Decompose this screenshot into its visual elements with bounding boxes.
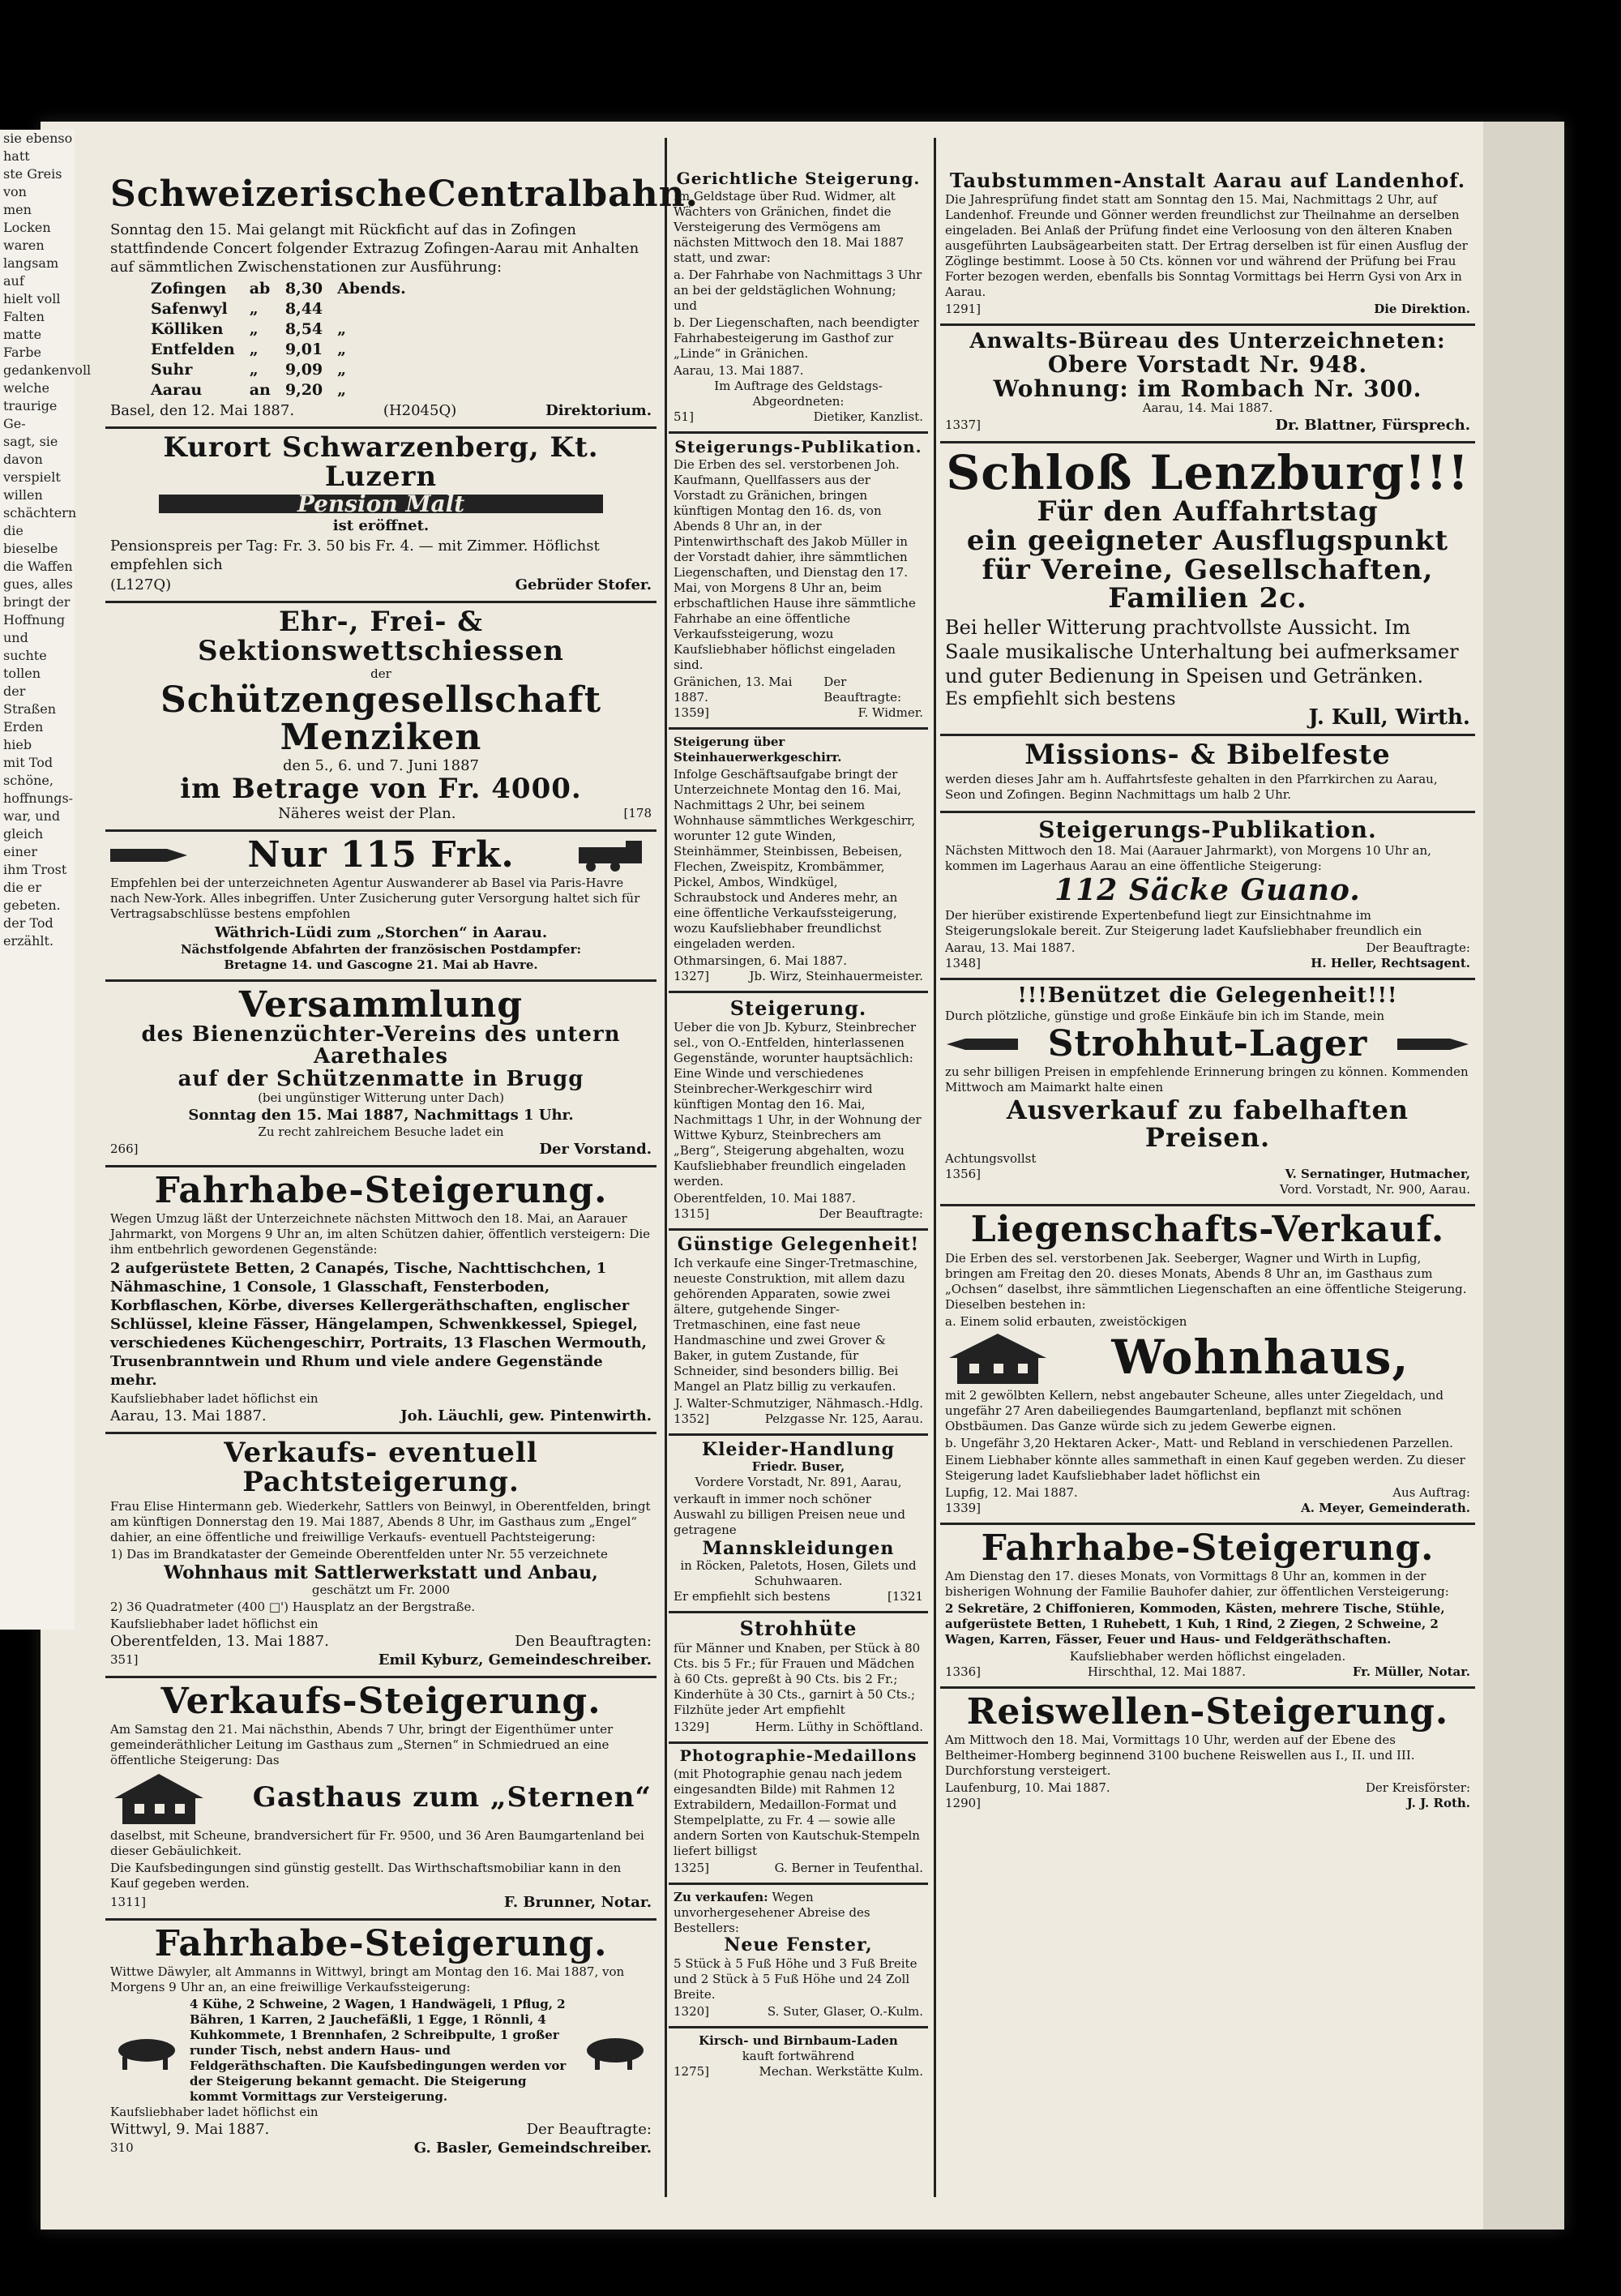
authority: Der Kreisförster: — [1365, 1780, 1470, 1796]
fahrhabe3-invite: Kaufsliebhaber werden höflichst eingeladen. — [1069, 1648, 1346, 1664]
kirsch-title: Kirsch- und Birnbaum-Laden — [699, 2033, 898, 2048]
versammlung-location: auf der Schützenmatte in Brugg — [177, 1066, 584, 1091]
signature: Jb. Wirz, Steinhauermeister. — [749, 969, 923, 983]
versammlung-title: Versammlung — [238, 984, 524, 1026]
liegen-house: Wohnhaus, — [1111, 1330, 1409, 1386]
ad-kurort — [105, 429, 657, 603]
ad-number: 1311] — [110, 1894, 147, 1909]
auswanderer-agent: Wäthrich-Lüdi zum „Storchen“ in Aarau. — [214, 924, 548, 941]
signature: J. Walter-Schmutziger, Nähmasch.-Hdlg. — [674, 1396, 923, 1411]
liegen-a: a. Einem solid erbauten, zweistöckigen — [945, 1313, 1187, 1329]
reiswellen-title: Reiswellen-Steigerung. — [966, 1690, 1449, 1733]
signature: Die Direktion. — [1374, 302, 1470, 317]
strip-line: gedankenvoll — [3, 362, 92, 378]
timetable-row: Aarau an 9,20 „ — [151, 381, 347, 399]
mission-text: werden dieses Jahr am h. Auffahrtsfeste gehalten in den Pfarrkirchen zu Aarau, Seon und Zofingen. Beginn Nachmittags um halb 2 Uhr. — [945, 771, 1438, 802]
medaillons-title: Photographie-Medaillons — [679, 1746, 917, 1765]
strip-line: davon — [3, 452, 43, 467]
strip-line: hoffnungs- — [3, 790, 74, 806]
ad-reiswellen — [940, 1689, 1475, 1818]
signature: J. J. Roth. — [1406, 1796, 1470, 1811]
signature: Joh. Läuchli, gew. Pintenwirth. — [400, 1407, 652, 1425]
ad-number: 1275] — [674, 2063, 710, 2079]
ad-steigerung-kyburz — [669, 993, 928, 1231]
signature: Fr. Müller, Notar. — [1352, 1664, 1470, 1679]
fahrhabe3-text: Am Dienstag den 17. dieses Monats, von Vormittags 8 Uhr an, kommen in der bisherigen Wohnung der Familie Bauhofer dahier, zur öffentlichen Versteigerung: — [945, 1568, 1449, 1599]
schloss-line1: Für den Auffahrtstag — [1037, 495, 1379, 529]
versammlung-invite: Zu recht zahlreichem Besuche ladet ein — [258, 1124, 504, 1140]
sternen-conditions: Die Kaufsbedingungen sind günstig gestellt. Das Wirthschaftsmobiliar kann in den Kauf gegeben werden. — [110, 1860, 622, 1891]
schloss-line3: für Vereine, Gesellschaften, — [982, 553, 1434, 586]
place-date: Gränichen, 13. Mai 1887. — [674, 675, 793, 705]
ad-number: 1325] — [674, 1860, 710, 1875]
house-icon — [110, 1770, 207, 1827]
signature: G. Basler, Gemeindschreiber. — [413, 2140, 652, 2157]
recommendation: Achtungsvollst — [945, 1151, 1037, 1167]
liegen-text: Die Erben des sel. verstorbenen Jak. Seeberger, Wagner und Wirth in Lupfig, bringen am Freitag den 20. dieses Monats, Abends 8 Uhr an, im Gasthaus zum „Ochsen“ daselbst, ihre sämmtlichen Liegenschaften an eine öffentliche Steigerung. Dieselben bestehen in: — [945, 1250, 1467, 1312]
strip-line: hielt voll Falten — [3, 291, 61, 324]
fahrhabe-text: Wegen Umzug läßt der Unterzeichnete nächsten Mittwoch den 18. Mai, an Aarauer Jahrmarkt, von Morgens 9 Uhr an, im alten Schützen dahier, öffentlich versteigern: Die ihm entbehrlich gewordenen Gegenstände: — [110, 1211, 651, 1257]
page-edge — [1483, 122, 1564, 2230]
signature: F. Brunner, Notar. — [503, 1893, 652, 1911]
ad-steigpub-graenichen — [669, 434, 928, 730]
pacht-invite: Kaufsliebhaber ladet höflichst ein — [110, 1616, 319, 1631]
pacht-house: Wohnhaus mit Sattlerwerkstatt und Anbau, — [164, 1561, 598, 1583]
signature: Der Vorstand. — [539, 1141, 652, 1159]
house-icon — [945, 1330, 1050, 1386]
signature: Dr. Blattner, Fürsprech. — [1275, 417, 1470, 435]
ad-number: 1290] — [945, 1796, 982, 1811]
opened-note: ist eröffnet. — [332, 517, 430, 535]
strip-line: men Locken waren — [3, 202, 51, 253]
signature: Mechan. Werkstätte Kulm. — [759, 2063, 923, 2079]
place-date: Basel, den 12. Mai 1887. — [110, 402, 295, 419]
strohhut-title: Strohhut-Lager — [1047, 1023, 1368, 1065]
ad-number: 1352] — [674, 1411, 710, 1427]
fenster-head: Zu verkaufen: — [674, 1889, 768, 1904]
gelegenheit-title: Günstige Gelegenheit! — [677, 1234, 920, 1256]
place-date: Lupfig, 12. Mai 1887. — [945, 1484, 1078, 1500]
signature: S. Suter, Glaser, O.-Kulm. — [767, 2003, 923, 2019]
gericht-title: Gerichtliche Steigerung. — [676, 169, 921, 188]
ad-pachtsteigerung — [105, 1434, 657, 1677]
ad-kirsch — [669, 2028, 928, 2086]
strip-line: gleich einer — [3, 826, 44, 859]
fahrhabe-items: 2 aufgerüstete Betten, 2 Canapés, Tische, Nachttischchen, 1 Nähmaschine, 1 Console, 1 Glasschaft, Fensterboden, Korbflaschen, Körbe, diverses Kellergeräthschaften, englischer Schlüssel, kleine Fässer, Hängelampen, Schwenkkessel, Spiegel, verschiedenes Küchengeschirr, Portraits, 13 Flaschen Wermouth, Trusenbranntwein und Rhum und viele andere Gegenstände mehr. — [110, 1260, 647, 1390]
centralbahn-intro: Sonntag den 15. Mai gelangt mit Rückficht auf das in Zofingen stattfindende Concert folgender Extrazug Zofingen-Aarau mit Anhalten auf sämmtlichen Zwischenstationen zur Ausführung: — [110, 221, 639, 276]
steig2-text: Ueber die von Jb. Kyburz, Steinbrecher sel., von O.-Entfelden, hinterlassenen Gegenstände, worunter hauptsächlich: Eine Winde und verschiedenes Steinbrecher-Werkgeschirr wird künftigen Montag den 16. Mai, Nachmittags 1 Uhr, in der Wohnung der Wittwe Kyburz, Steinbrechers am „Berg“, Steigerung abgehalten, wozu Kaufsliebhaber freundlich eingeladen werden. — [674, 1020, 922, 1189]
strip-line: schächtern — [3, 505, 77, 520]
column-middle — [669, 122, 928, 2197]
strip-line: traurige Ge- — [3, 398, 58, 431]
ad-strohhuete — [669, 1613, 928, 1743]
guano-text2: Der hierüber existirende Expertenbefund liegt zur Einsichtnahme im Steigerungslokale bereit. Zur Steigerung ladet Kaufsliebhaber freundlich ein — [945, 907, 1422, 938]
fahrhabe2-title: Fahrhabe-Steigerung. — [154, 1922, 608, 1964]
place-date: Wittwyl, 9. Mai 1887. — [110, 2121, 270, 2139]
strip-line: ihm Trost — [3, 862, 67, 877]
signature: Dietiker, Kanzlist. — [813, 409, 923, 424]
schloss-title: Schloß Lenzburg!!! — [946, 445, 1469, 501]
kurort-title: Kurort Schwarzenberg, Kt. Luzern — [163, 431, 599, 493]
timetable-row: Safenwyl „ 8,44 — [151, 300, 323, 318]
schiessen-der: der — [370, 666, 391, 681]
liegen-detail: mit 2 gewölbten Kellern, nebst angebauter Scheune, alles unter Ziegeldach, und ungefähr 27 Aren dabeiliegendes Baumgartenland, bepflanzt mit schönen Obstbäumen. Das Ganze würde sich zu jedem Gewerbe eignen. — [945, 1387, 1444, 1433]
authority: Den Beauftragten: — [515, 1632, 652, 1650]
place-date: Laufenburg, 10. Mai 1887. — [945, 1780, 1110, 1796]
place-date: Othmarsingen, 6. Mai 1887. — [674, 953, 848, 968]
ad-number: 1327] — [674, 969, 710, 983]
ad-number: 1329] — [674, 1719, 710, 1734]
anwalt-residence: Wohnung: im Rombach Nr. 300. — [993, 375, 1422, 402]
auswanderer-ships: Bretagne 14. und Gascogne 21. Mai ab Havre. — [224, 957, 538, 972]
ad-number: [178 — [623, 805, 652, 820]
signature: Emil Kyburz, Gemeindeschreiber. — [378, 1651, 652, 1668]
place-date: Aarau, 13. Mai 1887. — [110, 1407, 267, 1425]
versammlung-society: des Bienenzüchter-Vereins des untern Aarethales — [141, 1022, 621, 1069]
fenster-text: Wegen unvorhergesehener Abreise des Bestellers: — [674, 1889, 870, 1935]
signature: Herm. Lüthy in Schöftland. — [755, 1719, 923, 1734]
fenster-title: Neue Fenster, — [724, 1934, 873, 1955]
strip-line: erzählt. — [3, 933, 54, 949]
strip-line: war, und — [3, 808, 61, 824]
locomotive-icon — [571, 839, 652, 872]
kleider-name: Friedr. Buser, — [751, 1459, 845, 1475]
strip-line: der Straßen — [3, 683, 57, 717]
strohhut-text: Durch plötzliche, günstige und große Einkäufe bin ich im Stande, mein — [945, 1009, 1384, 1024]
strip-line: willen — [3, 487, 43, 503]
place-date: Oberentfelden, 10. Mai 1887. — [674, 1191, 856, 1206]
place-date: Aarau, 13. Mai 1887. — [674, 363, 804, 378]
pointing-hand-icon — [945, 1032, 1018, 1056]
ad-number: 1339] — [945, 1500, 982, 1515]
fahrhabe-invite: Kaufsliebhaber ladet höflichst ein — [110, 1391, 319, 1407]
strip-line: gebeten. — [3, 897, 61, 913]
ad-number: 1348] — [945, 955, 982, 970]
authority: Der Beauftragte: — [1366, 940, 1470, 955]
newspaper-page — [41, 122, 1564, 2230]
strip-line: schöne, — [3, 773, 53, 788]
strip-line: die bieselbe — [3, 523, 58, 556]
centralbahn-title-right: Centralbahn. — [427, 173, 699, 215]
ad-taubstummen — [940, 122, 1475, 326]
schloss-line2: ein geeigneter Ausflugspunkt — [966, 524, 1449, 557]
recommendation: Er empfiehlt sich bestens — [674, 1589, 831, 1604]
strip-line: gues, alles — [3, 576, 73, 592]
ad-number: 1336] — [945, 1664, 982, 1679]
ad-liegenschaft — [940, 1206, 1475, 1524]
strohhuete-text: für Männer und Knaben, per Stück à 80 Cts. bis 5 Fr.; für Frauen und Mädchen à 60 Cts. gepreßt à 90 Cts. bis 2 Fr.; Kinderhüte à 30 Cts., garnirt à 50 Cts.; Filzhüte jeder Art empfiehlt — [674, 1640, 921, 1717]
pacht-item-2: 2) 36 Quadratmeter (400 □') Hausplatz an der Bergstraße. — [110, 1599, 476, 1614]
authority: Im Auftrage des Geldstags-Abgeordneten: — [714, 379, 883, 409]
ad-versammlung — [105, 982, 657, 1167]
timetable — [143, 278, 414, 401]
authority: Der Beauftragte: — [819, 1206, 923, 1222]
column-rule — [665, 138, 667, 2197]
guano-text: Nächsten Mittwoch den 18. Mai (Aarauer Jahrmarkt), von Morgens 10 Uhr an, kommen im Lagerhaus Aarau an eine öffentliche Steigerung: — [945, 842, 1431, 873]
strohhut-head: !!!Benützet die Gelegenheit!!! — [1017, 983, 1398, 1008]
ad-fahrhabe-aarau — [105, 1167, 657, 1434]
ad-code: (H2045Q) — [383, 402, 457, 419]
strohhut-ausverkauf: Ausverkauf zu fabelhaften Preisen. — [1006, 1094, 1409, 1153]
anwalt-address: Obere Vorstadt Nr. 948. — [1047, 351, 1368, 379]
signature: G. Berner in Teufenthal. — [774, 1860, 923, 1875]
kurort-text: Pensionspreis per Tag: Fr. 3. 50 bis Fr. 4. — mit Zimmer. Höflichst empfehlen sich — [110, 538, 600, 574]
guano-title: Steigerungs-Publikation. — [1038, 816, 1377, 843]
auswanderer-price: Nur 115 Frk. — [247, 833, 515, 876]
ad-mission — [940, 736, 1475, 813]
signature: Direktorium. — [545, 402, 652, 419]
liegen-b: b. Ungefähr 3,20 Hektaren Acker-, Matt- und Rebland in verschiedenen Parzellen. — [945, 1435, 1453, 1450]
ad-gerichtliche — [669, 122, 928, 434]
timetable-row: Zofingen ab 8,30 Abends. — [151, 280, 406, 298]
strip-line: Erden — [3, 719, 44, 735]
medaillons-text: (mit Photographie genau nach jedem eingesandten Bilde) mit Rahmen 12 Extrabildern, Medaillon-Format und Stempelplatte, zu Fr. 4 — sowie alle andern Sorten von Kautschuk-Stempeln liefert billigst — [674, 1766, 920, 1858]
signature: Gebrüder Stofer. — [515, 576, 652, 594]
kleider-goods: Mannskleidungen — [702, 1538, 895, 1560]
pacht-title: Verkaufs- eventuell Pachtsteigerung. — [224, 1437, 538, 1498]
fahrhabe-title: Fahrhabe-Steigerung. — [154, 1170, 608, 1212]
versammlung-date: Sonntag den 15. Mai 1887, Nachmittags 1 Uhr. — [188, 1107, 574, 1124]
column-rule — [934, 138, 936, 2197]
ad-schiessen — [105, 603, 657, 831]
guano-headline: 112 Säcke Guano. — [1054, 872, 1361, 907]
schiessen-prize: im Betrage von Fr. 4000. — [180, 773, 582, 806]
signature: H. Heller, Rechtsagent. — [1311, 955, 1470, 970]
liegen-title: Liegenschafts-Verkauf. — [970, 1209, 1445, 1251]
signature: J. Kull, Wirth. — [1308, 705, 1470, 730]
strip-line: matte Farbe — [3, 327, 42, 360]
address: Vordere Vorstadt, Nr. 891, Aarau, — [695, 1475, 902, 1490]
fahrhabe2-invite: Kaufsliebhaber ladet höflichst ein — [110, 2105, 319, 2120]
strip-line: welche — [3, 380, 50, 396]
kleider-title: Kleider-Handlung — [701, 1439, 896, 1461]
fahrhabe3-items: 2 Sekretäre, 2 Chiffonieren, Kommoden, Kästen, mehrere Tische, Stühle, aufgerüstete Betten, 1 Ruhebett, 1 Kuh, 1 Rind, 2 Ziegen, 2 Schweine, 2 Wagen, Karren, Fässer, Feuer und Haus- und Feldgeräthschaften. — [945, 1600, 1445, 1647]
ad-code: (L127Q) — [110, 576, 172, 594]
ad-gelegenheit — [669, 1231, 928, 1436]
fenster-dims: 5 Stück à 5 Fuß Höhe und 3 Fuß Breite und 2 Stück à 5 Fuß Höhe und 24 Zoll Breite. — [674, 1955, 917, 2002]
ad-fenster — [669, 1885, 928, 2028]
ad-anwalt — [940, 326, 1475, 443]
gericht-a: a. Der Fahrhabe von Nachmittags 3 Uhr an bei der geldstäglichen Wohnung; und — [674, 268, 922, 313]
schiessen-society: Schützengesellschaft Menziken — [160, 679, 602, 758]
authority: Aus Auftrag: — [1392, 1484, 1470, 1500]
ad-fahrhabe-hirschthal — [940, 1525, 1475, 1689]
signature: A. Meyer, Gemeinderath. — [1301, 1500, 1470, 1515]
place-date: Oberentfelden, 13. Mai 1887. — [110, 1632, 329, 1650]
reiswellen-text: Am Mittwoch den 18. Mai, Vormittags 10 Uhr, werden auf der Ebene des Beltheimer-Homberg beginnend 3100 buchene Reiswellen aus I., II. und III. Durchforstung versteigert. — [945, 1733, 1415, 1779]
auswanderer-text: Empfehlen bei der unterzeichneten Agentur Auswanderer ab Basel via Paris-Havre nach New-York. Alles inbegriffen. Unter Zusicherung guter Versorgung haltet sich für Vertragsabschlüsse bestens empfohlen — [110, 876, 640, 921]
pacht-value: geschätzt um Fr. 2000 — [311, 1582, 451, 1597]
ad-number: 1315] — [674, 1206, 710, 1222]
strip-line: die er — [3, 880, 42, 895]
ad-number: 1291] — [945, 302, 982, 317]
kleider-text: verkauft in immer noch schöner Auswahl zu billigen Preisen neue und getragene — [674, 1492, 905, 1538]
strip-line: ste Greis von — [3, 166, 62, 199]
centralbahn-title-left: Schweizerische — [110, 173, 428, 215]
place-date: Aarau, 14. Mai 1887. — [1142, 401, 1273, 416]
column-right — [940, 122, 1475, 2197]
authority: Der Beauftragte: — [823, 675, 902, 705]
strip-line: sagt, sie — [3, 434, 58, 449]
pointing-hand-icon — [1397, 1032, 1470, 1056]
schiessen-title: Ehr-, Frei- & Sektionswettschiessen — [198, 606, 564, 668]
address: Vord. Vorstadt, Nr. 900, Aarau. — [1280, 1182, 1470, 1197]
signature: F. Widmer. — [858, 705, 923, 720]
versammlung-weather: (bei ungünstiger Witterung unter Dach) — [258, 1090, 504, 1106]
ad-guano — [940, 813, 1475, 980]
schiessen-more: Näheres weist der Plan. — [278, 804, 456, 822]
ad-schloss-lenzburg — [940, 443, 1475, 736]
auswanderer-next: Nächstfolgende Abfahrten der französischen Postdampfer: — [180, 942, 582, 957]
timetable-row: Suhr „ 9,09 „ — [151, 361, 347, 379]
ad-number: 310 — [110, 2140, 134, 2156]
ad-sternen — [105, 1678, 657, 1921]
ad-number: [1321 — [887, 1589, 923, 1604]
cow-icon — [110, 2031, 183, 2071]
steigpub1-title: Steigerungs-Publikation. — [674, 437, 922, 456]
strip-line: die Waffen — [3, 559, 73, 574]
strip-line: der Tod — [3, 915, 53, 931]
pacht-text: Frau Elise Hintermann geb. Wiederkehr, Sattlers von Beinwyl, in Oberentfelden, bringt am künftigen Donnerstag den 19. Mai 1887, Abends 8 Uhr, im Gasthaus zum „Engel“ dahier, an eine öffentliche und freiwillige Verkaufs- eventuell Pachtsteigerung: — [110, 1498, 651, 1544]
kirsch-text: kauft fortwährend — [742, 2048, 855, 2063]
previous-page-strip — [0, 130, 92, 1630]
taubstummen-title: Taubstummen-Anstalt Aarau auf Landenhof. — [949, 169, 1466, 192]
timetable-row: Entfelden „ 9,01 „ — [151, 341, 347, 358]
mission-title: Missions- & Bibelfeste — [1024, 738, 1391, 771]
strip-line: verspielt — [3, 469, 61, 485]
strip-line: sie ebenso hatt — [3, 131, 73, 164]
strip-line: langsam auf — [3, 255, 59, 289]
ad-number: 1337] — [945, 418, 982, 433]
fahrhabe2-text: Wittwe Däwyler, alt Ammanns in Wittwyl, bringt am Montag den 16. Mai 1887, von Morgens 9 Uhr an, an eine freiwillige Verkaufssteigerung: — [110, 1964, 625, 1995]
sternen-text: Am Samstag den 21. Mai nächsthin, Abends 7 Uhr, bringt der Eigenthümer unter gemeinderäthlicher Leitung im Gasthaus zum „Sternen“ in Schmiedrued an eine öffentliche Steigerung: Das — [110, 1721, 614, 1767]
liegen-text2: Einem Liebhaber könnte alles sammethaft in einen Kauf gegeben werden. Zu dieser Steigerung ladet Kaufsliebhaber ladet höflichst ein — [945, 1452, 1465, 1483]
signature: V. Sernatinger, Hutmacher, — [1285, 1167, 1470, 1182]
strohhut-text2: zu sehr billigen Preisen in empfehlende Erinnerung bringen zu können. Kommenden Mittwoch am Maimarkt halte einen — [945, 1064, 1469, 1095]
ad-medaillons — [669, 1744, 928, 1885]
pig-icon — [579, 2031, 652, 2071]
steinhauer-text: Infolge Geschäftsaufgabe bringt der Unterzeichnete Montag den 16. Mai, Nachmittags 2 Uhr, bei seinem Wohnhause sämmtliches Werkgeschirr, worunter 12 gute Winden, Steinhämmer, Steinbissen, Bebeisen, Flechen, Zweispitz, Krombämmer, Pickel, Ambos, Windkügel, Schraubstock und Anderes mehr, an eine öffentliche Verkaufssteigerung, wozu Kaufsliebhaber freundlichst eingeladen werden. — [674, 767, 916, 951]
strip-line: und suchte — [3, 630, 47, 663]
sternen-detail: daselbst, mit Scheune, brandversichert für Fr. 9500, und 36 Aren Baumgartenland bei dieser Gebäulichkeit. — [110, 1827, 644, 1858]
schloss-line4: Familien 2c. — [1108, 582, 1307, 615]
ad-number: 1356] — [945, 1167, 982, 1182]
strohhuete-title: Strohhüte — [739, 1617, 858, 1641]
steigpub1-text: Die Erben des sel. verstorbenen Joh. Kaufmann, Quellfassers aus der Vorstadt zu Gränichen, bringen künftigen Montag den 16. ds, von Abends 8 Uhr an, in der Pintenwirthschaft des Jakob Müller in der Vorstadt dahier, ihre sämmtlichen Liegenschaften, und Dienstag den 17. Mai, von Morgens 8 Uhr an, beim erbschaftlichen Hause ihre sämmtliche Fahrhabe an eine öffentliche Verkaufssteigerung, wozu Kaufsliebhaber höflichst eingeladen sind. — [674, 457, 916, 672]
taubstummen-text: Die Jahresprüfung findet statt am Sonntag den 15. Mai, Nachmittags 2 Uhr, auf Landenhof. Freunde und Gönner werden freundlichst zur Theilnahme an derselben eingeladen. Bei Anlaß der Prüfung findet eine Verloosung von den älteren Knaben ausgeführten Laubsägearbeiten statt. Der Ertrag derselben ist für einen Ausflug der Zöglinge bestimmt. Loose à 50 Cts. können vor und während der Prüfung bei Frau Forter bezogen werden, ebenfalls bis Sonntag Vormittags bei Herrn Gysi von Arx in Aarau. — [945, 192, 1468, 300]
place-date: Aarau, 13. Mai 1887. — [945, 940, 1076, 955]
place-date: Hirschthal, 12. Mai 1887. — [1087, 1664, 1247, 1679]
timetable-row: Kölliken „ 8,54 „ — [151, 320, 347, 338]
recommendation: Es empfiehlt sich bestens — [945, 688, 1176, 709]
fahrhabe3-title: Fahrhabe-Steigerung. — [981, 1527, 1435, 1569]
address: Pelzgasse Nr. 125, Aarau. — [764, 1411, 923, 1427]
pointing-hand-icon — [110, 841, 191, 870]
strip-line: tollen — [3, 666, 41, 681]
ad-number: 1320] — [674, 2003, 710, 2019]
steinhauer-title: Steigerung über Steinhauerwerkgeschirr. — [674, 735, 842, 765]
pension-name: Pension Malt — [159, 495, 603, 513]
anwalt-office: Anwalts-Büreau des Unterzeichneten: — [969, 329, 1446, 354]
strip-line: hieb — [3, 737, 32, 752]
ad-steinhauer — [669, 730, 928, 993]
strip-line: Hoffnung — [3, 612, 66, 628]
sternen-house: Gasthaus zum „Sternen“ — [252, 1780, 652, 1814]
steig2-title: Steigerung. — [729, 996, 867, 1020]
ad-number: 351] — [110, 1651, 139, 1667]
strip-line: bringt der — [3, 594, 71, 610]
gelegenheit-text: Ich verkaufe eine Singer-Tretmaschine, neueste Construktion, mit allem dazu gehörenden Apparaten, sowie zwei ältere, gutgehende Singer-Tretmaschinen, eine fast neue Handmaschine und zwei Grover & Baker, in gutem Zustande, für Schneider, sind besonders billig. Bei Mangel an Platz billig zu verkaufen. — [674, 1256, 918, 1394]
gericht-text: Im Geldstage über Rud. Widmer, alt Wächters von Gränichen, findet die Versteigerung des Vermögens am nächsten Mittwoch den 18. Mai 1887 statt, und zwar: — [674, 189, 905, 265]
fahrhabe2-items: 4 Kühe, 2 Schweine, 2 Wagen, 1 Handwägeli, 1 Pflug, 2 Bähren, 1 Karren, 2 Jauchefäßli, 1 Egge, 1 Rönnli, 4 Kuhkommete, 1 Brennhafen, 2 Schreibpulte, 1 großer runder Tisch, nebst andern Haus- und Feldgeräthschaften. Die Kaufsbedingungen werden vor der Steigerung bekannt gemacht. Die Steigerung kommt Vormittags zur Versteigerung. — [190, 1997, 567, 2105]
ad-kleiderhandlung — [669, 1436, 928, 1613]
authority: Der Beauftragte: — [526, 2121, 652, 2139]
schloss-text: Bei heller Witterung prachtvollste Aussicht. Im Saale musikalische Unterhaltung bei aufmerksamer und guter Bedienung in Speisen und Getränken. — [945, 615, 1459, 688]
ad-fahrhabe-wittwyl — [105, 1921, 657, 2164]
ad-number: 1359] — [674, 705, 710, 720]
ad-number: 266] — [110, 1142, 139, 1157]
sternen-title: Verkaufs-Steigerung. — [160, 1680, 601, 1722]
pacht-item-1: 1) Das im Brandkataster der Gemeinde Oberentfelden unter Nr. 55 verzeichnete — [110, 1546, 608, 1561]
gericht-b: b. Der Liegenschaften, nach beendigter Fahrhabesteigerung im Gasthof zur „Linde“ in Gränichen. — [674, 315, 919, 361]
strip-line: mit Tod — [3, 755, 53, 770]
schiessen-dates: den 5., 6. und 7. Juni 1887 — [282, 757, 479, 775]
ad-strohhut-lager — [940, 980, 1475, 1207]
ad-number: 51] — [674, 409, 694, 424]
ad-auswanderer — [105, 832, 657, 982]
kleider-list: in Röcken, Paletots, Hosen, Gilets und Schuhwaaren. — [680, 1558, 917, 1589]
